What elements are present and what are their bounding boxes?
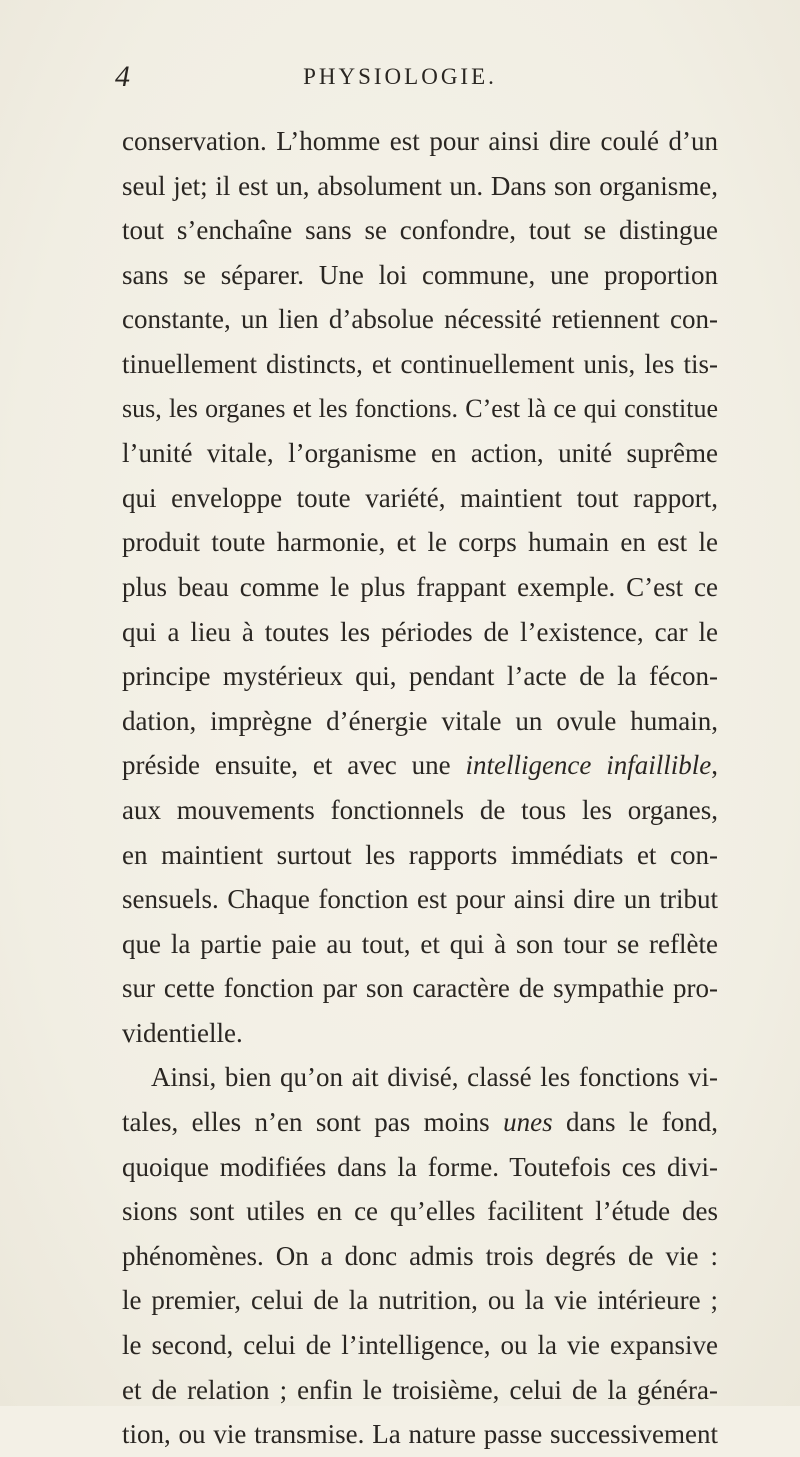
text-line: sensuels. Chaque fonction est pour ainsi dire un tribut [122,884,718,915]
text-line: sur cette fonction par son caractère de sympathie pro- [122,973,718,1004]
text-fragment: tales, elles n’en sont pas moins [122,1107,490,1138]
text-line: videntielle. [122,1017,243,1048]
text-line: en maintient surtout les rapports immédiats et con- [122,839,718,870]
text-line: tion, ou vie transmise. La nature passe successivement [122,1419,718,1450]
text-line: le second, celui de l’intelligence, ou la vie expansive [122,1330,718,1361]
text-line: tinuellement distincts, et continuellement unis, les tis- [122,348,718,379]
text-line: l’unité vitale, l’organisme en action, unité suprême [122,438,718,469]
page-number: 4 [115,60,131,93]
text-fragment: dans le fond, [566,1107,719,1138]
text-line: quoique modifiées dans la forme. Toutefois ces divi- [122,1151,718,1182]
text-line: qui a lieu à toutes les périodes de l’existence, car le [122,616,718,647]
body-text [122,119,718,1457]
running-head [0,60,800,100]
text-line: phénomènes. On a donc admis trois degrés de vie : [122,1240,718,1271]
text-line: principe mystérieux qui, pendant l’acte de la fécon- [122,661,718,692]
text-fragment: , [711,750,719,781]
text-line: et de relation ; enfin le troisième, celui de la généra- [122,1374,718,1405]
text-line: sans se séparer. Une loi commune, une proportion [122,259,718,290]
text-line [122,743,718,788]
text-line: sus, les organes et les fonctions. C’est là ce qui constitue [122,393,718,423]
text-line: conservation. L’homme est pour ainsi dire coulé d’un [122,126,718,156]
text-line: sions sont utiles en ce qu’elles facilitent l’étude des [122,1196,718,1227]
text-line: plus beau comme le plus frappant exemple. C’est ce [122,571,718,602]
text-line: seul jet; il est un, absolument un. Dans son organisme, [122,170,718,201]
text-line: constante, un lien d’absolue nécessité retiennent con- [122,304,718,335]
text-fragment: préside ensuite, et avec une [122,750,451,781]
text-line [122,1100,718,1145]
text-line: Ainsi, bien qu’on ait divisé, classé les fonctions vi- [151,1062,718,1093]
text-line: que la partie paie au tout, et qui à son tour se reflète [122,928,718,959]
text-line: dation, imprègne d’énergie vitale un ovule humain, [122,705,718,736]
text-line: qui enveloppe toute variété, maintient tout rapport, [122,482,718,513]
text-line: produit toute harmonie, et le corps humain en est le [122,527,718,558]
emphasis-text: unes [503,1107,553,1138]
text-line: aux mouvements fonctionnels de tous les organes, [122,794,718,825]
running-title: PHYSIOLOGIE. [303,64,497,89]
emphasis-text: intelligence infaillible [465,750,712,781]
text-line: tout s’enchaîne sans se confondre, tout se distingue [122,215,718,246]
text-line: le premier, celui de la nutrition, ou la vie intérieure ; [122,1285,718,1316]
